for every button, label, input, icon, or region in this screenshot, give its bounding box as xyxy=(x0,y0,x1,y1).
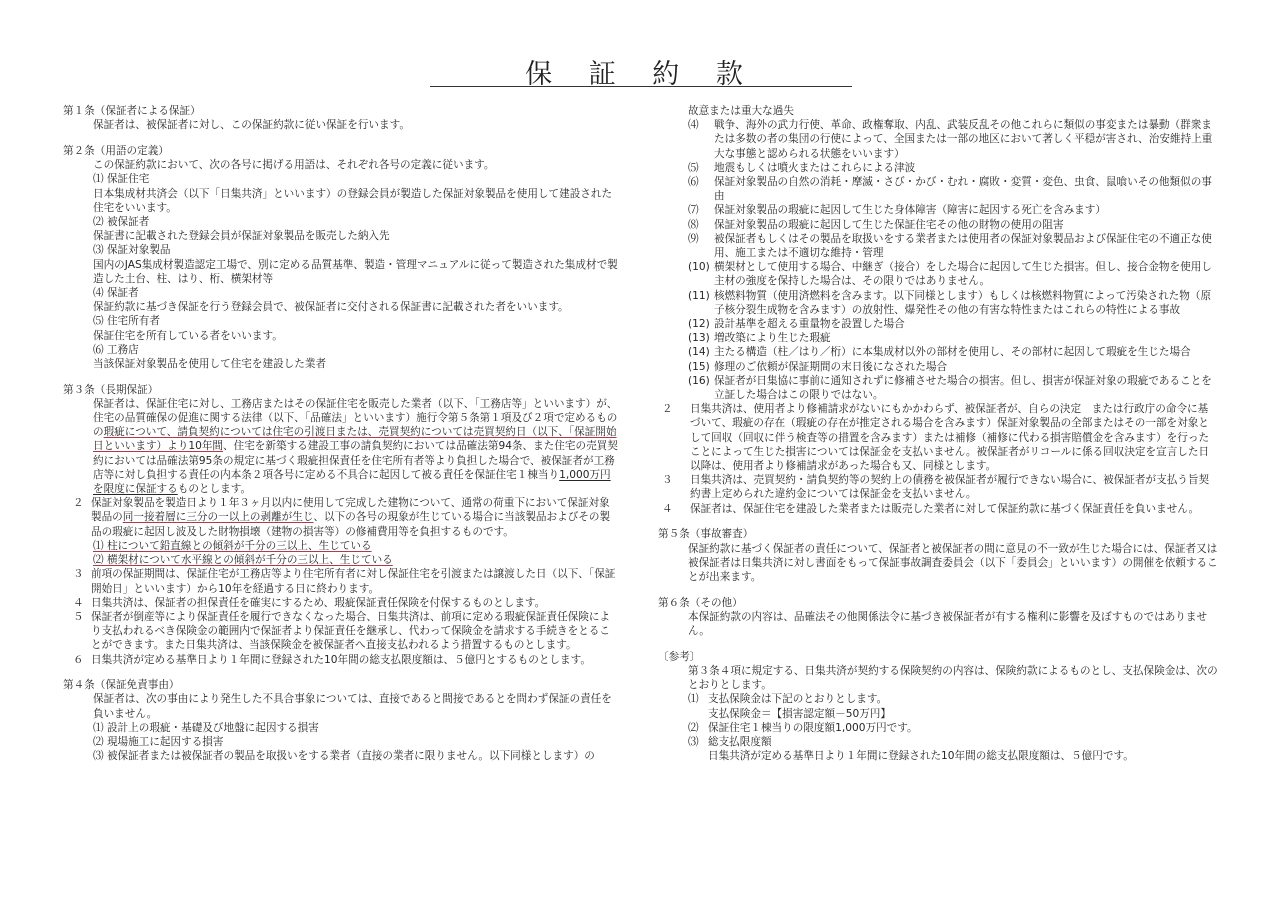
payout-formula: 支払保険金＝【損害認定額－50万円】 xyxy=(708,707,891,720)
left-column xyxy=(63,104,620,763)
term-5 xyxy=(63,314,620,328)
underlined-text: ⑵ 横架材について水平線との傾斜が千分の三以上、生じている xyxy=(93,554,393,567)
item-text: 保証住宅１棟当りの限度額1,000万円です。 xyxy=(708,721,918,734)
article-6-body: 本保証約款の内容は、品確法その他関係法令に基づき被保証者が有する権利に影響を及ぼすものではありません。 xyxy=(688,610,1208,638)
term-1-definition: 日本集成材共済会（以下「日集共済」といいます）の登録会員が製造した保証対象製品を使用して建設された住宅をいいます。 xyxy=(93,187,613,214)
article-1-body: 保証者は、被保証者に対し、この保証約款に従い保証を行います。 xyxy=(93,119,410,132)
item-number: (13) xyxy=(688,332,710,345)
term-2-definition: 保証書に記載された登録会員が保証対象製品を販売した納入先 xyxy=(93,230,390,243)
term-4-definition: 保証約款に基づき保証を行う登録会員で、被保証者に交付される保証書に記載された者をいいます。 xyxy=(93,301,569,314)
exemption-item xyxy=(658,175,1218,203)
term-number: ⑴ xyxy=(93,173,104,186)
exemption-item xyxy=(658,345,1218,359)
item-text: 総支払限度額 xyxy=(708,736,772,749)
item-text: 横架材として使用する場合、中継ぎ（接合）をした場合に起因して生じた損害。但し、接合金物を使用し主材の強度を保持した場合は、その限りではありません。 xyxy=(714,261,1212,288)
item-detail: 日集共済が定める基準日より１年間に登録された10年間の総支払限度額は、５億円です。 xyxy=(708,750,1134,763)
underlined-text: 瑕疵について、請負契約については住宅の引渡日または、売買契約については売買契約日（以下、「保証開始日といいます）より10年間 xyxy=(93,426,617,453)
article-6-heading: 第６条（その他） xyxy=(658,596,743,609)
exemption-item xyxy=(658,331,1218,345)
reference-heading: 〔参考〕 xyxy=(658,650,701,663)
text-run: ものとします。 xyxy=(177,483,252,496)
item-text: 被保証者もしくはその製品を取扱いをする業者または使用者の保証対象製品および保証住宅の不適正な使用、施工または不適切な維持・管理 xyxy=(714,232,1212,260)
reference-item-1 xyxy=(658,692,1218,720)
article-3-paragraph-1 xyxy=(63,397,620,496)
text-run: 、以下の各号の現象が生じている場合に当該製品およびその製品の瑕疵に起因し波及した財物損壊（建物の損害等）の修補費用等を負担するものです。 xyxy=(91,511,611,538)
article-4-paragraph-4 xyxy=(658,502,1218,516)
article-1-heading: 第１条（保証者による保証） xyxy=(63,105,201,117)
item-text: 戦争、海外の武力行使、革命、政権奪取、内乱、武装反乱その他これらに類似の事変または暴動（群衆または多数の者の集団の行使によって、全国または一部の地区において著しく平穏が害され、治安維持上重大な事態と認められる状態をいいます） xyxy=(714,119,1213,160)
term-3-definition: 国内のJAS集成材製造認定工場で、別に定める品質基準、製造・管理マニュアルに従って製造された集成材で製造した土台、柱、はり、桁、横架材等 xyxy=(93,258,618,285)
item-number: (14) xyxy=(688,346,710,359)
term-2 xyxy=(63,215,620,229)
paragraph-number: ６ xyxy=(73,653,84,666)
item-number: ⑷ xyxy=(688,119,699,132)
item-text: 保証対象製品の自然の消耗・摩滅・さび・かび・むれ・腐敗・変質・変色、虫食、鼠喰いその他類似の事由 xyxy=(714,176,1212,203)
term-6-definition: 当該保証対象製品を使用して住宅を建設した業者 xyxy=(93,357,327,370)
exemption-item xyxy=(658,118,1218,161)
item-text: 地震もしくは噴火またはこれらによる津波 xyxy=(714,161,916,174)
item-number: ⑼ xyxy=(688,232,699,245)
item-text: 設計基準を超える重量物を設置した場合 xyxy=(714,318,905,331)
underlined-text: 1,000万円を限度に保証する xyxy=(93,468,611,496)
term-number: ⑷ xyxy=(93,286,104,299)
exemption-item xyxy=(658,317,1218,331)
term-label: 工務店 xyxy=(106,343,139,356)
item-text: 保証対象製品の瑕疵に起因して生じた身体障害（障害に起因する死亡を含みます） xyxy=(714,204,1106,217)
paragraph-text: 日集共済は、売買契約・請負契約等の契約上の債務を被保証者が履行できない場合に、被保証者が支払う旨契約書上定められた違約金については保証金を支払いません。 xyxy=(690,474,1210,501)
exemption-item xyxy=(658,161,1218,175)
article-3-subitem-2 xyxy=(63,553,620,567)
term-label: 保証対象製品 xyxy=(106,244,171,257)
term-label: 保証住宅 xyxy=(106,173,150,186)
item-text: 保証者が日集協に事前に通知されずに修補させた場合の損害。但し、損害が保証対象の瑕疵であることを立証した場合はこの限りではない。 xyxy=(714,374,1212,402)
article-3-subitem-1 xyxy=(63,539,620,553)
article-2-heading: 第２条（用語の定義） xyxy=(63,144,169,157)
item-text: 増改築により生じた瑕疵 xyxy=(714,332,831,345)
item-number: (12) xyxy=(688,318,710,331)
paragraph-text: 日集共済は、使用者より修補請求がないにもかかわらず、被保証者が、自らの決定 または行政庁の命令に基づいて、瑕疵の存在（瑕疵の存在が推定される場合を含みます）保証対象製品の全部またはその一部を対象として回収（回収に伴う検査等の措置を含みます）または補修（補修に代わる損害賠償金を含みます）を行ったことによって生じた損害については保証金を支払いません。被保証者がリコールに係る回収決定を宣言した日以降は、使用者より修補請求があった場合も又、同様とします。 xyxy=(690,403,1210,473)
item-number: ⑵ xyxy=(688,721,699,734)
article-2-intro: この保証約款において、次の各号に掲げる用語は、それぞれ各号の定義に従います。 xyxy=(93,159,495,172)
exemption-item-2: ⑵ 現場施工に起因する損害 xyxy=(93,736,224,749)
exemption-item xyxy=(658,374,1218,402)
item-number: (10) xyxy=(688,261,710,274)
paragraph-text: 日集共済は、保証者の担保責任を確実にするため、瑕疵保証責任保険を付保するものとします。 xyxy=(91,596,546,609)
paragraph-number: ５ xyxy=(73,610,84,623)
article-4-heading: 第４条（保証免責事由） xyxy=(63,679,180,692)
paragraph-number: ３ xyxy=(662,474,673,487)
reference-item-2 xyxy=(658,721,1218,735)
item-number: ⑸ xyxy=(688,161,699,174)
title-underline xyxy=(430,86,852,87)
exemption-item xyxy=(658,218,1218,232)
exemption-item-1: ⑴ 設計上の瑕疵・基礎及び地盤に起因する損害 xyxy=(93,721,319,734)
item-text: 主たる構造（柱／はり／桁）に本集成材以外の部材を使用し、その部材に起因して瑕疵を生じた場合 xyxy=(714,346,1191,359)
term-3 xyxy=(63,243,620,257)
item-number: ⑻ xyxy=(688,218,699,231)
article-4-intro: 保証者は、次の事由により発生した不具合事象については、直接であると間接であるとを問わず保証の責任を負いません。 xyxy=(93,693,612,720)
reference-intro: 第３条４項に規定する、日集共済が契約する保険契約の内容は、保険約款によるものとし、支払保険金は、次のとおりとします。 xyxy=(688,665,1218,692)
text-run: 、住宅を新築する建設工事の請負契約においては品確法第94条、また住宅の売買契約においては品確法第95条の規定に基づく瑕疵担保責任を住宅所有者等より負担した場合で、被保証者が工務店等に対し負担する責任の内本条２項各号に定める不具合に起因して被る責任を保証住宅１棟当り xyxy=(93,440,618,481)
text-run: 保証者は、保証住宅に対し、工務店またはその保証住宅を販売した業者（以下、「工務店等」といいます）が、住宅の品質確保の促進に関する法律（以下、「品確法」といいます）施行令第５条第１項及び２項で定めるものの xyxy=(93,397,618,439)
article-3-paragraph-2 xyxy=(63,496,620,539)
article-4-paragraph-3 xyxy=(658,473,1218,501)
underlined-text: 同一接着層に三分の一以上の剥離が生じ xyxy=(122,511,314,524)
term-5-definition: 保証住宅を所有している者をいいます。 xyxy=(93,329,283,342)
underlined-text: ⑴ 柱について鉛直線との傾斜が千分の三以上、生じている xyxy=(93,539,372,552)
paragraph-number: ４ xyxy=(662,502,673,515)
article-5-body: 保証約款に基づく保証者の責任について、保証者と被保証者の間に意見の不一致が生じた場合には、保証者又は被保証者は日集共済に対し書面をもって保証事故調査委員会（以下「委員会」といいます）の開催を依頼することが出来ます。 xyxy=(688,542,1218,583)
term-label: 被保証者 xyxy=(106,215,150,228)
item-number: (16) xyxy=(688,374,710,387)
article-3-paragraph-6 xyxy=(63,653,620,667)
reference-item-3 xyxy=(658,735,1218,763)
paragraph-number: ２ xyxy=(662,403,673,416)
item-text: 支払保険金は下記のとおりとします。 xyxy=(708,693,888,706)
paragraph-text: 日集共済が定める基準日より１年間に登録された10年間の総支払限度額は、５億円とするものとします。 xyxy=(91,653,591,666)
article-3-paragraph-3 xyxy=(63,567,620,595)
paragraph-number: ４ xyxy=(73,596,84,609)
term-number: ⑶ xyxy=(93,244,104,257)
term-label: 住宅所有者 xyxy=(106,315,160,328)
article-3-paragraph-4 xyxy=(63,596,620,610)
text-run: 保証対象製品を製造日より１年３ヶ月以内に使用して完成した建物について、通常の荷重下において保証対象製品の xyxy=(91,497,610,524)
exemption-item xyxy=(658,260,1218,288)
article-4-paragraph-2 xyxy=(658,402,1218,473)
item-number: ⑺ xyxy=(688,204,699,217)
exemption-item xyxy=(658,289,1218,317)
term-number: ⑹ xyxy=(93,343,104,356)
item-text: 修理のご依頼が保証期間の末日後になされた場合 xyxy=(714,360,948,373)
paragraph-text: 保証者は、保証住宅を建設した業者または販売した業者に対して保証約款に基づく保証責任を負いません。 xyxy=(690,502,1200,515)
item-number: ⑴ xyxy=(688,693,699,706)
document-title: 保 証 約 款 xyxy=(525,59,757,90)
item-number: ⑹ xyxy=(688,176,699,189)
item-number: (15) xyxy=(688,360,710,373)
exemption-item xyxy=(658,232,1218,260)
paragraph-number: ３ xyxy=(73,568,84,581)
term-6 xyxy=(63,343,620,357)
exemption-item xyxy=(658,203,1218,217)
paragraph-text: 保証者が倒産等により保証責任を履行できなくなった場合、日集共済は、前項に定める瑕疵保証責任保険により支払われるべき保険金の範囲内で保証者より保証責任を継承し、代わって保険金を請求する手続きをとることができます。また日集共済は、当該保険金を被保証者へ直接支払われるよう措置するものとします。 xyxy=(91,610,611,652)
term-1 xyxy=(63,172,620,186)
exemption-item-list xyxy=(658,118,1218,402)
item-text: 保証対象製品の瑕疵に起因して生じた保証住宅その他の財物の使用の阻害 xyxy=(714,218,1064,231)
term-label: 保証者 xyxy=(106,286,139,299)
article-5-heading: 第５条（事故審査） xyxy=(658,528,754,541)
item-text: 核燃料物質（使用済燃料を含みます。以下同様とします）もしくは核燃料物質によって汚染された物（原子核分裂生成物を含みます）の放射性、爆発性その他の有害な特性またはこれらの特性による事故 xyxy=(714,289,1212,316)
paragraph-text: 前項の保証期間は、保証住宅が工務店等より住宅所有者に対し保証住宅を引渡または譲渡した日（以下、「保証開始日」といいます）から10年を経過する日に終わります。 xyxy=(91,568,616,595)
term-number: ⑸ xyxy=(93,315,104,328)
exemption-item-3: ⑶ 被保証者または被保証者の製品を取扱いをする業者（直接の業者に限りません。以下同様とします）の xyxy=(93,750,595,763)
item-number: (11) xyxy=(688,289,710,302)
term-4 xyxy=(63,286,620,300)
exemption-item-3-continued: 故意または重大な過失 xyxy=(688,105,794,117)
paragraph-number: ２ xyxy=(73,497,84,510)
article-3-paragraph-5 xyxy=(63,610,620,653)
right-column xyxy=(658,104,1218,763)
term-number: ⑵ xyxy=(93,215,104,228)
article-3-heading: 第３条（長期保証） xyxy=(63,383,159,396)
exemption-item xyxy=(658,360,1218,374)
item-number: ⑶ xyxy=(688,736,699,749)
